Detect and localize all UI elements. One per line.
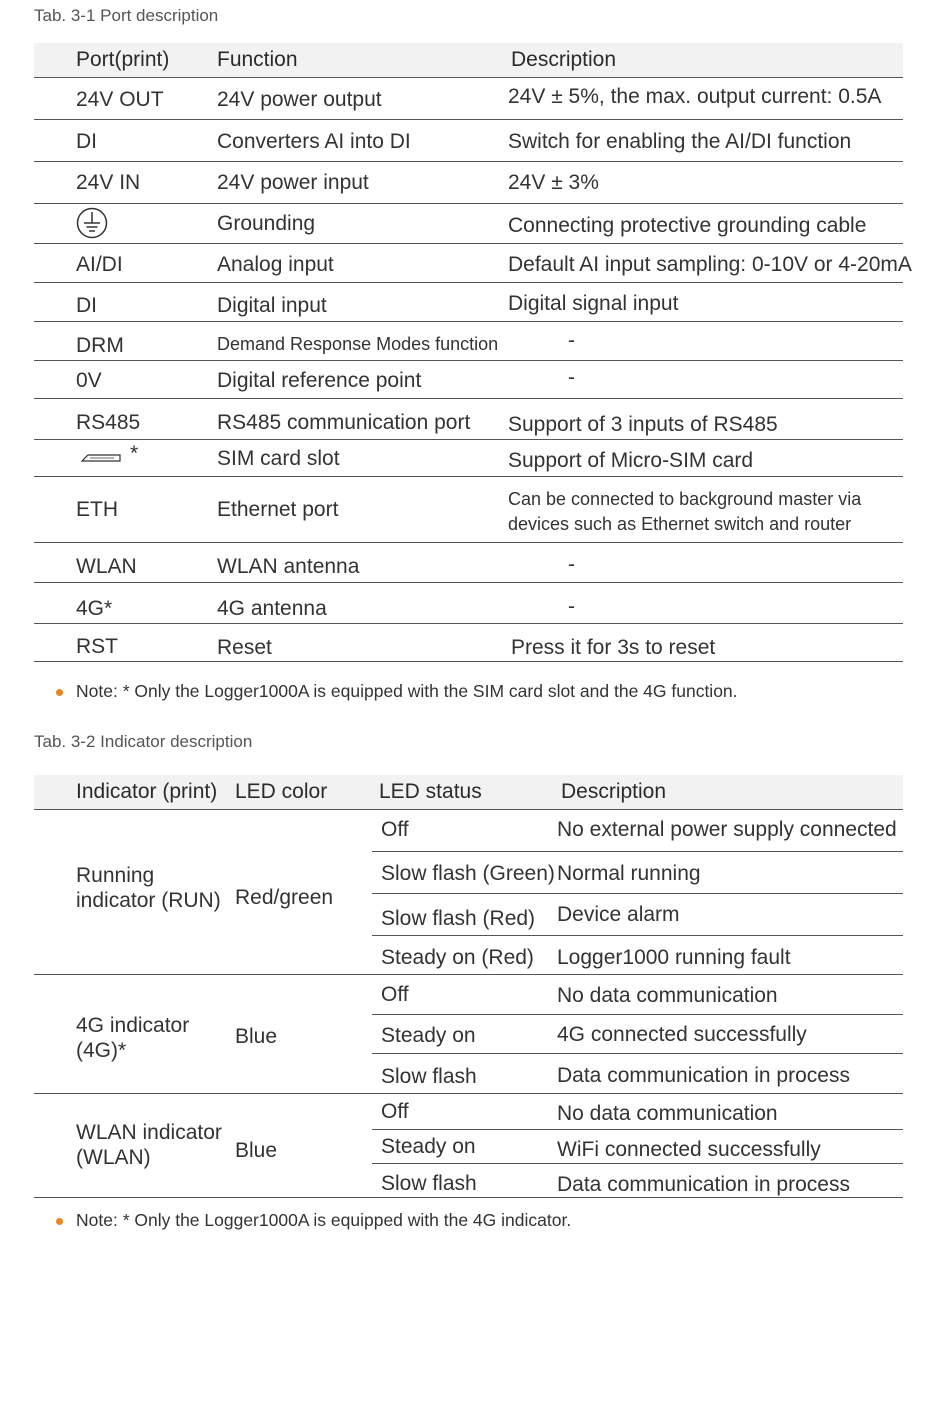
row-divider xyxy=(372,1163,903,1164)
header-description: Description xyxy=(511,48,617,71)
function-cell: Grounding xyxy=(217,212,316,235)
function-cell: Reset xyxy=(217,636,272,659)
row-divider xyxy=(372,1053,903,1054)
description-cell: Data communication in process xyxy=(557,1064,850,1087)
table-row xyxy=(34,283,903,322)
description-cell: Support of 3 inputs of RS485 xyxy=(508,413,778,436)
note-bullet xyxy=(56,689,63,696)
description-cell: Default AI input sampling: 0-10V or 4-20mA xyxy=(508,253,912,276)
table-row xyxy=(34,399,903,440)
table-row xyxy=(34,361,903,399)
port-cell: RS485 xyxy=(76,411,141,434)
function-cell: Digital input xyxy=(217,294,327,317)
indicator-cell: Running indicator (RUN) xyxy=(76,864,221,912)
header-indicator: Indicator (print) xyxy=(76,780,218,803)
led-status-cell: Off xyxy=(381,818,409,841)
function-cell: Digital reference point xyxy=(217,369,422,392)
description-cell: No external power supply connected xyxy=(557,818,897,841)
header-function: Function xyxy=(217,48,298,71)
description-cell: - xyxy=(568,595,575,618)
port-table xyxy=(34,43,912,663)
table-row xyxy=(34,543,903,583)
port-cell: WLAN xyxy=(76,555,137,578)
port-cell: AI/DI xyxy=(76,253,123,276)
table-row xyxy=(34,78,903,120)
row-divider xyxy=(372,1129,903,1130)
table-row xyxy=(34,322,903,361)
function-cell: 24V power input xyxy=(217,171,369,194)
function-cell: Ethernet port xyxy=(217,498,339,521)
table-bottom-rule xyxy=(34,1197,903,1198)
table2-note: Note: * Only the Logger1000A is equipped with the 4G indicator. xyxy=(76,1210,572,1230)
led-status-cell: Off xyxy=(381,983,409,1006)
description-cell: Device alarm xyxy=(557,903,680,926)
table2-caption: Tab. 3-2 Indicator description xyxy=(34,732,253,751)
description-cell: 24V ± 3% xyxy=(508,171,599,194)
indicator-table xyxy=(34,775,903,1200)
function-cell: WLAN antenna xyxy=(217,555,360,578)
indicator-table-header xyxy=(34,775,903,810)
table-row xyxy=(34,204,903,244)
description-cell: Logger1000 running fault xyxy=(557,946,791,969)
description-cell: Support of Micro-SIM card xyxy=(508,449,754,472)
description-cell: - xyxy=(568,329,575,352)
port-table-header xyxy=(34,43,903,78)
function-cell: SIM card slot xyxy=(217,447,340,470)
led-status-cell: Steady on xyxy=(381,1135,476,1158)
group-divider xyxy=(34,1093,903,1094)
port-cell: ETH xyxy=(76,498,118,521)
indicator-cell: 4G indicator (4G)* xyxy=(76,1014,190,1062)
port-cell: 0V xyxy=(76,369,102,392)
description-cell: No data communication xyxy=(557,984,778,1007)
led-status-cell: Slow flash xyxy=(381,1172,477,1195)
function-cell: Demand Response Modes function xyxy=(217,334,499,354)
led-status-cell: Steady on xyxy=(381,1024,476,1047)
function-cell: RS485 communication port xyxy=(217,411,471,434)
ground-icon xyxy=(76,207,110,241)
led-color-cell: Blue xyxy=(235,1139,278,1162)
function-cell: 4G antenna xyxy=(217,597,327,620)
row-divider xyxy=(372,935,903,936)
description-cell: Data communication in process xyxy=(557,1173,850,1196)
port-cell: DRM xyxy=(76,334,124,357)
description-cell: Can be connected to background master via devices such as Ethernet switch and router xyxy=(508,489,862,534)
header-led-color: LED color xyxy=(235,780,328,803)
led-status-cell: Slow flash xyxy=(381,1065,477,1088)
description-cell: Normal running xyxy=(557,862,701,885)
led-color-cell: Red/green xyxy=(235,886,334,909)
led-status-cell: Slow flash (Green) xyxy=(381,862,555,885)
group-divider xyxy=(34,974,903,975)
led-status-cell: Steady on (Red) xyxy=(381,946,534,969)
indicator-cell: WLAN indicator (WLAN) xyxy=(76,1121,222,1169)
port-cell: 24V OUT xyxy=(76,88,164,111)
row-divider xyxy=(372,1014,903,1015)
description-cell: Switch for enabling the AI/DI function xyxy=(508,130,852,153)
port-cell: * xyxy=(130,442,139,465)
header-led-status: LED status xyxy=(379,780,482,803)
port-cell: RST xyxy=(76,635,118,658)
function-cell: 24V power output xyxy=(217,88,382,111)
port-cell: 4G* xyxy=(76,597,113,620)
led-status-cell: Off xyxy=(381,1100,409,1123)
table1-caption: Tab. 3-1 Port description xyxy=(34,6,219,25)
description-cell: - xyxy=(568,553,575,576)
port-cell: DI xyxy=(76,130,97,153)
description-cell: Digital signal input xyxy=(508,292,679,315)
led-status-cell: Slow flash (Red) xyxy=(381,907,536,930)
description-cell: WiFi connected successfully xyxy=(557,1138,821,1161)
description-cell: 4G connected successfully xyxy=(557,1023,807,1046)
note-bullet xyxy=(56,1218,63,1225)
description-cell: Connecting protective grounding cable xyxy=(508,214,867,237)
description-cell: - xyxy=(568,366,575,389)
description-cell: Press it for 3s to reset xyxy=(511,636,716,659)
table-row xyxy=(34,477,903,543)
description-cell: No data communication xyxy=(557,1102,778,1125)
description-cell: 24V ± 5%, the max. output current: 0.5A xyxy=(508,85,882,108)
table-row xyxy=(34,120,903,162)
table-row xyxy=(34,244,912,283)
row-divider xyxy=(372,893,903,894)
led-color-cell: Blue xyxy=(235,1025,278,1048)
function-cell: Analog input xyxy=(217,253,334,276)
header-description: Description xyxy=(561,780,667,803)
row-divider xyxy=(372,851,903,852)
port-cell: DI xyxy=(76,294,97,317)
function-cell: Converters AI into DI xyxy=(217,130,411,153)
table-row xyxy=(34,624,903,662)
header-port: Port(print) xyxy=(76,48,170,71)
table-row xyxy=(34,162,903,204)
port-cell: 24V IN xyxy=(76,171,141,194)
table-row xyxy=(34,583,903,624)
table1-note: Note: * Only the Logger1000A is equipped with the SIM card slot and the 4G function. xyxy=(76,681,738,701)
table-row xyxy=(34,440,903,477)
